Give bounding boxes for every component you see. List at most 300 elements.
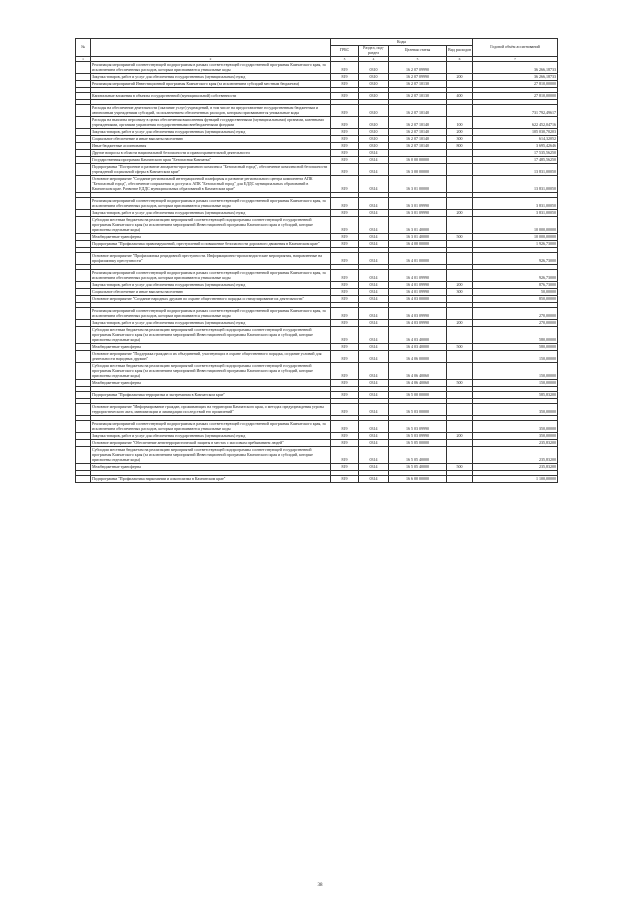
expense-type-cell: 200 (447, 73, 473, 80)
header-expense-type: Вид расходов (447, 45, 473, 56)
section-cell: 0314 (359, 295, 389, 302)
section-cell: 0314 (359, 240, 389, 247)
target-article-cell: 16 5 03 09990 (389, 420, 447, 432)
amount-cell: 36 266,18733 (473, 61, 558, 73)
grbs-cell: 819 (331, 326, 359, 343)
expense-type-cell (447, 420, 473, 432)
section-cell: 0314 (359, 216, 389, 233)
expense-name-cell: Подпрограмма "Профилактика правонарушений, преступлений и повышение безопасности дорожного движения в Камчатском крае" (91, 240, 331, 247)
table-row (76, 463, 558, 470)
row-number-cell (76, 307, 91, 319)
grbs-cell: 819 (331, 403, 359, 415)
amount-cell: 10 000,00000 (473, 233, 558, 240)
grbs-cell: 819 (331, 288, 359, 295)
amount-cell: 17 485,56250 (473, 156, 558, 163)
index-cell: 4 (359, 56, 389, 61)
row-number-cell (76, 463, 91, 470)
expense-type-cell (447, 104, 473, 116)
expense-type-cell (447, 475, 473, 482)
grbs-cell: 819 (331, 475, 359, 482)
amount-cell: 580,00000 (473, 326, 558, 343)
expense-name-cell: Субсидии местным бюджетам на реализацию мероприятий соответствующей подпрограммы соответствующей государственной программы Камчатского края (за исключением мероприятий Инвестиционной программы Камчатского края и субсидий, которые присвоены отдельные коды) (91, 326, 331, 343)
table-row (76, 80, 558, 87)
amount-cell: 27 810,00000 (473, 80, 558, 87)
expense-name-cell: Реализация мероприятий соответствующей подпрограммы в рамках соответствующей государственной программы Камчатского края, за исключением обеспеченных расходов, которым присваиваются уникальные коды (91, 420, 331, 432)
amount-cell: 235,83200 (473, 439, 558, 446)
amount-cell: 150,00000 (473, 362, 558, 379)
expense-name-cell: Межбюджетные трансферты (91, 233, 331, 240)
row-number-cell (76, 92, 91, 99)
row-number-cell (76, 135, 91, 142)
row-number-cell (76, 446, 91, 463)
expense-name-cell: Реализация мероприятий Инвестиционной программы Камчатского края (за исключением субсидий местным бюджетам) (91, 80, 331, 87)
expense-type-cell (447, 307, 473, 319)
expense-name-cell: Основное мероприятие "Профилактика рецидивной преступности. Информационно-пропагандистские мероприятия, направленные на профилактику преступности" (91, 252, 331, 264)
expense-name-cell: Реализация мероприятий соответствующей подпрограммы в рамках соответствующей государственной программы Камчатского края, за исключением обеспеченных расходов, которым присваиваются уникальные коды (91, 197, 331, 209)
grbs-cell: 819 (331, 319, 359, 326)
expense-type-cell (447, 446, 473, 463)
expense-name-cell: Социальное обеспечение и иные выплаты населению (91, 135, 331, 142)
table-row (76, 142, 558, 149)
expense-type-cell: 400 (447, 92, 473, 99)
target-article-cell: 16 4 03 00000 (389, 295, 447, 302)
header-no: № (76, 39, 91, 57)
table-row (76, 128, 558, 135)
table-row (76, 197, 558, 209)
row-number-cell (76, 175, 91, 192)
section-cell: 0310 (359, 116, 389, 128)
expense-type-cell: 800 (447, 142, 473, 149)
row-number-cell (76, 326, 91, 343)
section-cell: 0310 (359, 80, 389, 87)
expense-name-cell: Подпрограмма "Профилактика терроризма и экстремизма в Камчатском крае" (91, 391, 331, 398)
target-article-cell: 16 3 01 09990 (389, 209, 447, 216)
row-number-cell (76, 116, 91, 128)
amount-cell: 17 535,56250 (473, 149, 558, 156)
target-article-cell: 16 6 00 00000 (389, 475, 447, 482)
table-row (76, 163, 558, 175)
section-cell: 0314 (359, 446, 389, 463)
expense-name-cell: Межбюджетные трансферты (91, 379, 331, 386)
amount-cell: 270,00000 (473, 319, 558, 326)
table-row (76, 209, 558, 216)
expense-type-cell (447, 240, 473, 247)
expense-type-cell: 200 (447, 209, 473, 216)
row-number-cell (76, 319, 91, 326)
target-article-cell: 16 2 07 09990 (389, 61, 447, 73)
expense-type-cell: 200 (447, 432, 473, 439)
target-article-cell: 16 2 07 10130 (389, 80, 447, 87)
amount-cell: 27 810,00000 (473, 92, 558, 99)
expense-type-cell (447, 216, 473, 233)
amount-cell: 580,00000 (473, 343, 558, 350)
section-cell: 0314 (359, 432, 389, 439)
section-cell: 0314 (359, 269, 389, 281)
expense-name-cell: Закупка товаров, работ и услуг для обеспечения государственных (муниципальных) нужд (91, 73, 331, 80)
target-article-cell: 16 5 05 40000 (389, 463, 447, 470)
section-cell: 0314 (359, 149, 389, 156)
expense-name-cell: Реализация мероприятий соответствующей подпрограммы в рамках соответствующей государственной программы Камчатского края, за исключением обеспеченных расходов, которым присваиваются уникальные коды (91, 269, 331, 281)
section-cell: 0314 (359, 175, 389, 192)
table-row (76, 343, 558, 350)
section-cell: 0314 (359, 163, 389, 175)
target-article-cell: 16 4 03 40000 (389, 326, 447, 343)
budget-table-sheet (75, 38, 557, 483)
amount-cell: 150,00000 (473, 350, 558, 362)
expense-name-cell: Основное мероприятие "Обеспечение антитеррористической защиты в местах с массовым пребыванием людей" (91, 439, 331, 446)
expense-name-cell: Другие вопросы в области национальной безопасности и правоохранительной деятельности (91, 149, 331, 156)
row-number-cell (76, 197, 91, 209)
expense-name-cell: Подпрограмма "Построение и развитие аппаратно-программного комплекса "Безопасный город", обеспечение комплексной безопасности учреждений социальной сферы в Камчатском крае" (91, 163, 331, 175)
target-article-cell: 16 2 07 10140 (389, 142, 447, 149)
table-row (76, 420, 558, 432)
expense-type-cell: 100 (447, 116, 473, 128)
target-article-cell: 16 3 00 00000 (389, 163, 447, 175)
expense-type-cell (447, 197, 473, 209)
header-codes: Коды (331, 39, 473, 46)
expense-type-cell (447, 326, 473, 343)
section-cell: 0314 (359, 233, 389, 240)
grbs-cell: 819 (331, 128, 359, 135)
expense-name-cell: Закупка товаров, работ и услуг для обеспечения государственных (муниципальных) нужд (91, 432, 331, 439)
expense-name-cell: Субсидии местным бюджетам на реализацию мероприятий соответствующей подпрограммы соответствующей государственной программы Камчатского края (за исключением мероприятий Инвестиционной программы Камчатского края и субсидий, которые присвоены отдельные коды) (91, 362, 331, 379)
expense-type-cell (447, 175, 473, 192)
table-row (76, 281, 558, 288)
expense-name-cell: Социальное обеспечение и иные выплаты населению (91, 288, 331, 295)
index-cell: 5 (389, 56, 447, 61)
section-cell: 0314 (359, 319, 389, 326)
expense-name-cell: Основное мероприятие "Создание народных дружин по охране общественного порядка и стимулирование их деятельности" (91, 295, 331, 302)
index-cell: 2 (91, 56, 331, 61)
table-row (76, 116, 558, 128)
amount-cell: 50,00000 (473, 288, 558, 295)
amount-cell: 731 792,49617 (473, 104, 558, 116)
section-cell: 0314 (359, 288, 389, 295)
target-article-cell: 16 4 06 40060 (389, 379, 447, 386)
grbs-cell: 819 (331, 142, 359, 149)
grbs-cell: 819 (331, 197, 359, 209)
grbs-cell: 819 (331, 362, 359, 379)
row-number-cell (76, 281, 91, 288)
grbs-cell: 819 (331, 439, 359, 446)
section-cell: 0314 (359, 209, 389, 216)
expense-name-cell: Расходы на выплаты персоналу в целях обеспечения выполнения функций государственными (муниципальными) органами, казенными учреждениями, органами управления государственными внебюджетными фондами (91, 116, 331, 128)
table-row (76, 240, 558, 247)
table-row (76, 175, 558, 192)
grbs-cell: 819 (331, 233, 359, 240)
row-number-cell (76, 252, 91, 264)
table-row (76, 326, 558, 343)
grbs-cell: 819 (331, 432, 359, 439)
section-cell: 0314 (359, 343, 389, 350)
table-row (76, 149, 558, 156)
section-cell: 0310 (359, 61, 389, 73)
expense-type-cell: 300 (447, 135, 473, 142)
amount-cell: 3 831,00050 (473, 209, 558, 216)
budget-table-body (76, 61, 558, 482)
table-row (76, 439, 558, 446)
grbs-cell: 819 (331, 281, 359, 288)
table-row (76, 475, 558, 482)
grbs-cell: 819 (331, 391, 359, 398)
table-row (76, 61, 558, 73)
row-number-cell (76, 475, 91, 482)
section-cell: 0314 (359, 379, 389, 386)
row-number-cell (76, 269, 91, 281)
table-row (76, 233, 558, 240)
row-number-cell (76, 350, 91, 362)
table-row (76, 288, 558, 295)
amount-cell: 350,00000 (473, 432, 558, 439)
grbs-cell: 819 (331, 343, 359, 350)
target-article-cell: 16 4 03 09990 (389, 307, 447, 319)
page-number: 38 (317, 883, 323, 888)
section-cell: 0314 (359, 403, 389, 415)
header-name (91, 39, 331, 57)
expense-type-cell: 200 (447, 128, 473, 135)
grbs-cell: 819 (331, 420, 359, 432)
index-cell: 6 (447, 56, 473, 61)
row-number-cell (76, 288, 91, 295)
grbs-cell: 819 (331, 149, 359, 156)
target-article-cell: 16 3 01 00000 (389, 175, 447, 192)
expense-name-cell: Реализация мероприятий соответствующей подпрограммы в рамках соответствующей государственной программы Камчатского края, за исключением обеспеченных расходов, которым присваиваются уникальные коды (91, 61, 331, 73)
section-cell: 0314 (359, 307, 389, 319)
section-cell: 0310 (359, 135, 389, 142)
amount-cell: 150,00000 (473, 379, 558, 386)
table-row (76, 379, 558, 386)
table-row (76, 403, 558, 415)
table-row (76, 104, 558, 116)
target-article-cell: 16 2 07 10140 (389, 104, 447, 116)
expense-type-cell (447, 252, 473, 264)
expense-type-cell (447, 403, 473, 415)
target-article-cell: 16 3 01 40000 (389, 216, 447, 233)
section-cell: 0310 (359, 128, 389, 135)
grbs-cell: 819 (331, 446, 359, 463)
amount-cell: 926,73000 (473, 269, 558, 281)
row-number-cell (76, 73, 91, 80)
section-cell: 0314 (359, 326, 389, 343)
amount-cell: 350,00000 (473, 403, 558, 415)
grbs-cell: 819 (331, 104, 359, 116)
expense-type-cell (447, 149, 473, 156)
target-article-cell: 16 2 07 10140 (389, 116, 447, 128)
expense-type-cell: 300 (447, 288, 473, 295)
table-row (76, 216, 558, 233)
header-amount: Годовой объём ассигнований (473, 39, 558, 57)
table-row (76, 362, 558, 379)
index-cell: 3 (331, 56, 359, 61)
target-article-cell: 16 4 06 00000 (389, 350, 447, 362)
row-number-cell (76, 216, 91, 233)
expense-name-cell: Основное мероприятие "Информирование граждан, проживающих на территории Камчатского края, о методах предупреждения угрозы террористического акта, минимизации и ликвидации последствий его проявлений" (91, 403, 331, 415)
expense-name-cell: Межбюджетные трансферты (91, 343, 331, 350)
row-number-cell (76, 343, 91, 350)
section-cell: 0314 (359, 362, 389, 379)
section-cell: 0310 (359, 142, 389, 149)
header-section: Раздел, под-раздел (359, 45, 389, 56)
expense-type-cell (447, 80, 473, 87)
grbs-cell: 819 (331, 135, 359, 142)
section-cell: 0310 (359, 104, 389, 116)
amount-cell: 876,73000 (473, 281, 558, 288)
amount-cell: 3 831,00050 (473, 197, 558, 209)
section-cell: 0314 (359, 156, 389, 163)
row-number-cell (76, 104, 91, 116)
table-row (76, 446, 558, 463)
expense-name-cell: Основное мероприятие "Создание региональной интеграционной платформы и развитие регионального центра компонента АПК "Безопасный город", обеспечение сопряжения и доступа к АПК "Безопасный город" для ЕДДС муниципальных образований в Камчатском крае. Развитие ЕДДС муниципальных образований в Камчатском крае" (91, 175, 331, 192)
row-number-cell (76, 403, 91, 415)
grbs-cell: 819 (331, 240, 359, 247)
amount-cell: 105 030,70203 (473, 128, 558, 135)
amount-cell: 350,00000 (473, 420, 558, 432)
table-row (76, 307, 558, 319)
amount-cell: 270,00000 (473, 307, 558, 319)
section-cell: 0314 (359, 475, 389, 482)
table-row (76, 432, 558, 439)
expense-name-cell: Субсидии местным бюджетам на реализацию мероприятий соответствующей подпрограммы соответствующей государственной программы Камчатского края (за исключением мероприятий Инвестиционной программы Камчатского края и субсидий, которые присвоены отдельные коды) (91, 446, 331, 463)
target-article-cell: 16 4 06 40060 (389, 362, 447, 379)
target-article-cell: 16 3 01 09990 (389, 197, 447, 209)
row-number-cell (76, 149, 91, 156)
amount-cell: 850,00000 (473, 295, 558, 302)
section-cell: 0314 (359, 281, 389, 288)
table-row (76, 156, 558, 163)
grbs-cell: 819 (331, 156, 359, 163)
grbs-cell: 819 (331, 73, 359, 80)
grbs-cell: 819 (331, 80, 359, 87)
grbs-cell: 819 (331, 295, 359, 302)
grbs-cell: 819 (331, 463, 359, 470)
section-cell: 0310 (359, 73, 389, 80)
row-number-cell (76, 209, 91, 216)
header-target-article: Целевая статья (389, 45, 447, 56)
grbs-cell: 819 (331, 61, 359, 73)
row-number-cell (76, 61, 91, 73)
amount-cell: 10 000,00000 (473, 216, 558, 233)
expense-name-cell: Межбюджетные трансферты (91, 463, 331, 470)
table-row (76, 269, 558, 281)
table-row (76, 350, 558, 362)
grbs-cell: 819 (331, 92, 359, 99)
section-cell: 0314 (359, 420, 389, 432)
section-cell: 0314 (359, 439, 389, 446)
expense-type-cell (447, 269, 473, 281)
expense-type-cell (447, 391, 473, 398)
expense-type-cell (447, 163, 473, 175)
expense-type-cell (447, 439, 473, 446)
row-number-cell (76, 379, 91, 386)
section-cell: 0314 (359, 252, 389, 264)
expense-type-cell (447, 362, 473, 379)
target-article-cell: 16 4 01 00000 (389, 252, 447, 264)
table-row (76, 295, 558, 302)
expense-type-cell: 500 (447, 233, 473, 240)
expense-type-cell: 500 (447, 379, 473, 386)
table-row (76, 319, 558, 326)
section-cell: 0310 (359, 92, 389, 99)
expense-type-cell (447, 295, 473, 302)
target-article-cell: 16 0 00 00000 (389, 156, 447, 163)
expense-name-cell: Подпрограмма "Профилактика наркомании и алкоголизма в Камчатском крае" (91, 475, 331, 482)
grbs-cell: 819 (331, 252, 359, 264)
row-number-cell (76, 362, 91, 379)
amount-cell: 614,32052 (473, 135, 558, 142)
target-article-cell: 16 4 01 09990 (389, 269, 447, 281)
expense-type-cell: 500 (447, 343, 473, 350)
target-article-cell: 16 4 03 09990 (389, 319, 447, 326)
amount-cell: 1 100,00000 (473, 475, 558, 482)
table-row (76, 92, 558, 99)
target-article-cell: 16 5 05 00000 (389, 439, 447, 446)
budget-table (75, 38, 558, 483)
row-number-cell (76, 240, 91, 247)
grbs-cell: 819 (331, 216, 359, 233)
expense-type-cell (447, 61, 473, 73)
row-number-cell (76, 233, 91, 240)
amount-cell: 13 831,00050 (473, 163, 558, 175)
target-article-cell: 16 4 03 40000 (389, 343, 447, 350)
table-row (76, 252, 558, 264)
target-article-cell: 16 5 05 40000 (389, 446, 447, 463)
expense-type-cell: 500 (447, 463, 473, 470)
target-article-cell: 16 4 01 09990 (389, 281, 447, 288)
expense-type-cell: 200 (447, 319, 473, 326)
expense-name-cell: Закупка товаров, работ и услуг для обеспечения государственных (муниципальных) нужд (91, 209, 331, 216)
expense-name-cell: Иные бюджетные ассигнования (91, 142, 331, 149)
expense-type-cell (447, 156, 473, 163)
grbs-cell: 819 (331, 163, 359, 175)
expense-name-cell: Закупка товаров, работ и услуг для обеспечения государственных (муниципальных) нужд (91, 319, 331, 326)
target-article-cell: 16 5 03 09990 (389, 432, 447, 439)
table-row (76, 73, 558, 80)
expense-name-cell: Субсидии местным бюджетам на реализацию мероприятий соответствующей подпрограммы соответствующей государственной программы Камчатского края (за исключением мероприятий Инвестиционной программы Камчатского края и субсидий, которые присвоены отдельные коды) (91, 216, 331, 233)
target-article-cell: 16 4 01 09990 (389, 288, 447, 295)
section-cell: 0314 (359, 350, 389, 362)
target-article-cell (389, 149, 447, 156)
table-row (76, 391, 558, 398)
amount-cell: 3 695,42646 (473, 142, 558, 149)
index-cell: 1 (76, 56, 91, 61)
expense-name-cell: Расходы на обеспечение деятельности (оказание услуг) учреждений, в том числе на предоставление государственным бюджетным и автономным учреждениям субсидий, за исключением обеспеченных расходов, которым присваиваются уникальные коды (91, 104, 331, 116)
grbs-cell: 819 (331, 269, 359, 281)
row-number-cell (76, 163, 91, 175)
row-number-cell (76, 432, 91, 439)
expense-type-cell (447, 350, 473, 362)
expense-name-cell: Реализация мероприятий соответствующей подпрограммы в рамках соответствующей государственной программы Камчатского края, за исключением обеспеченных расходов, которым присваиваются уникальные коды (91, 307, 331, 319)
target-article-cell: 16 2 07 10140 (389, 128, 447, 135)
grbs-cell: 819 (331, 175, 359, 192)
section-cell: 0314 (359, 463, 389, 470)
target-article-cell: 16 2 07 10130 (389, 92, 447, 99)
row-number-cell (76, 391, 91, 398)
row-number-cell (76, 80, 91, 87)
amount-cell: 585,83200 (473, 391, 558, 398)
row-number-cell (76, 142, 91, 149)
expense-type-cell: 200 (447, 281, 473, 288)
row-number-cell (76, 439, 91, 446)
grbs-cell: 819 (331, 350, 359, 362)
section-cell: 0314 (359, 391, 389, 398)
target-article-cell: 16 4 00 00000 (389, 240, 447, 247)
target-article-cell: 16 5 00 00000 (389, 391, 447, 398)
header-row-top (76, 39, 558, 46)
expense-name-cell: Капитальные вложения в объекты государственной (муниципальной) собственности (91, 92, 331, 99)
row-number-cell (76, 420, 91, 432)
expense-name-cell: Закупка товаров, работ и услуг для обеспечения государственных (муниципальных) нужд (91, 128, 331, 135)
target-article-cell: 16 5 03 00000 (389, 403, 447, 415)
